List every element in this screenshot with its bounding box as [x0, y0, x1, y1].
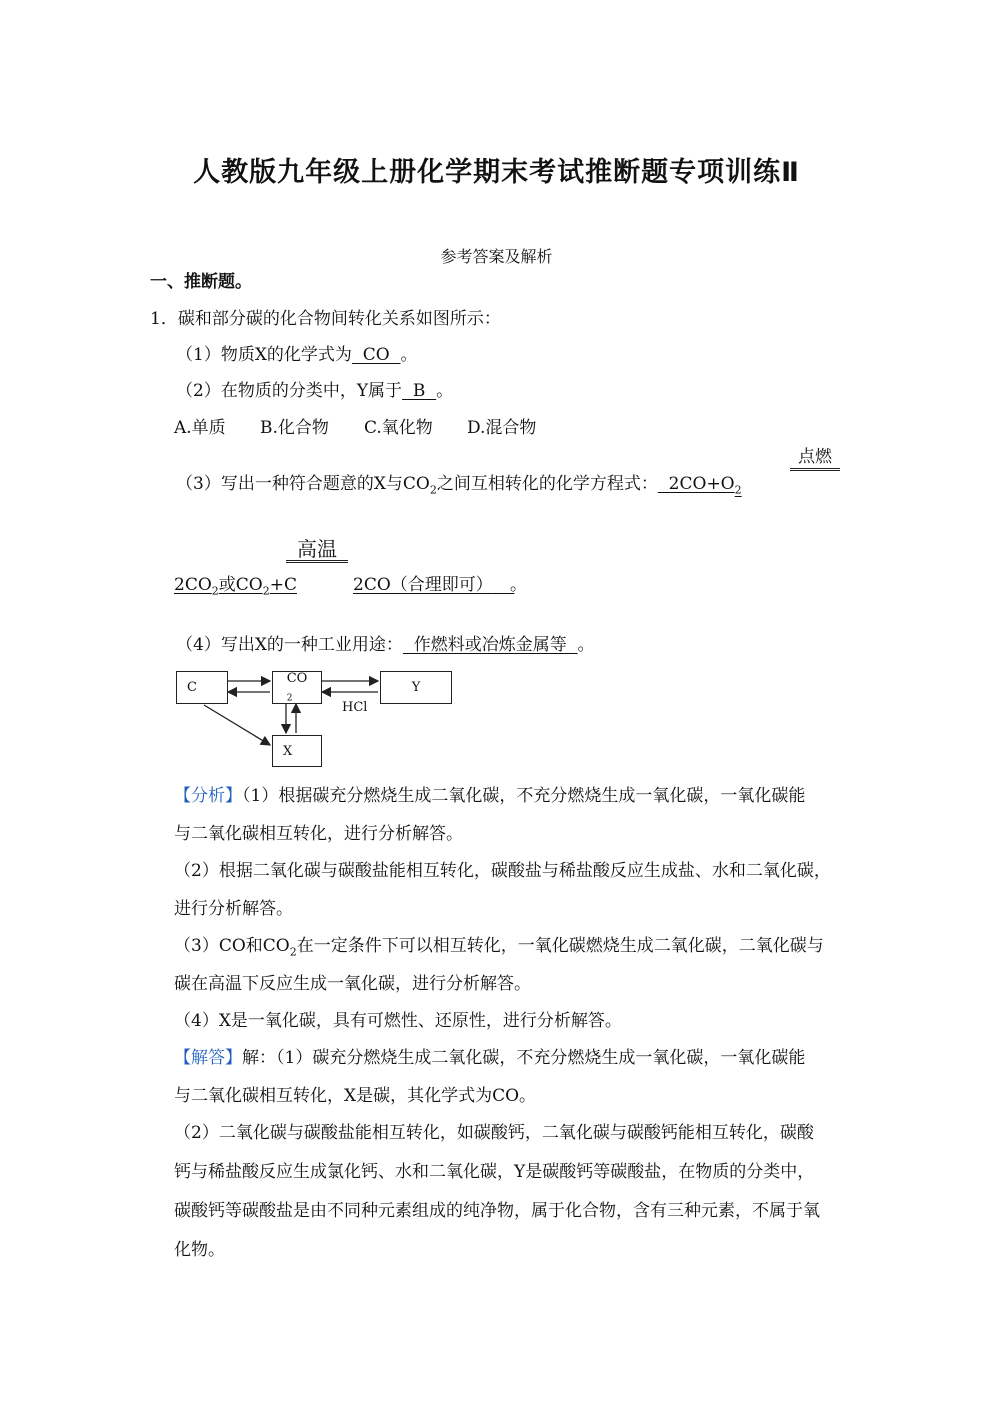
solution-line-1: 【解答】解：（1）碳充分燃烧生成二氧化碳，不充分燃烧生成一氧化碳，一氧化碳能 [174, 1048, 806, 1068]
analysis-line-3b: 碳在高温下反应生成一氧化碳，进行分析解答。 [174, 974, 531, 994]
analysis-line-4: （4）X是一氧化碳，具有可燃性、还原性，进行分析解答。 [174, 1011, 622, 1031]
option-a: A.单质 [174, 418, 226, 438]
q1-part4-answer: 作燃料或冶炼金属等 [402, 635, 578, 655]
analysis-line-2: （2）根据二氧化碳与碳酸盐能相互转化，碳酸盐与稀盐酸反应生成盐、水和二氧化碳， [174, 861, 831, 881]
condition-ignite-label: 点燃 [790, 446, 840, 471]
question-part-3-line2 [174, 574, 297, 602]
subtitle: 参考答案及解析 [440, 247, 553, 266]
q1-part1-prefix: （1）物质X的化学式为 [176, 345, 352, 365]
condition-high-temp [286, 538, 348, 563]
node-x: X [272, 735, 322, 767]
eq-2co [353, 574, 514, 596]
q1-part4-prefix: （4）写出X的一种工业用途： [176, 635, 403, 655]
solution-line-1b: 与二氧化碳相互转化，X是碳，其化学式为CO。 [174, 1086, 537, 1106]
q1-part3-answer-a-sub: 2 [734, 483, 742, 497]
label-hcl: HCl [342, 700, 368, 715]
section-heading: 一、推断题。 [150, 272, 252, 292]
node-co2: CO $_2$ [272, 671, 322, 704]
solution-line-2c: 碳酸钙等碳酸盐是由不同种元素组成的纯净物，属于化合物，含有三种元素，不属于氧 [174, 1201, 820, 1221]
q1-part2-suffix: 。 [436, 381, 454, 401]
arrow-c-to-x [204, 705, 270, 745]
condition-ignite [790, 446, 840, 471]
q1-part1-suffix: 。 [400, 345, 418, 365]
eq-2co2: $2CO_2$或$CO_2+C$ [174, 575, 297, 598]
node-y: Y [380, 671, 452, 704]
solution-tag: 【解答】 [174, 1048, 242, 1068]
q1-part3-prefix: （3）写出一种符合题意的X与CO [176, 474, 430, 494]
option-c: C.氧化物 [364, 418, 433, 438]
conversion-diagram [170, 665, 470, 775]
page-title: 人教版九年级上册化学期末考试推断题专项训练Ⅱ [193, 157, 800, 188]
solution-line-2b: 钙与稀盐酸反应生成氯化钙、水和二氧化碳，Y是碳酸钙等碳酸盐，在物质的分类中， [174, 1162, 815, 1182]
node-c: C [176, 671, 228, 704]
option-d: D.混合物 [467, 418, 537, 438]
option-b: B.化合物 [260, 418, 329, 438]
q1-part2-prefix: （2）在物质的分类中，Y属于 [176, 381, 403, 401]
analysis-line-2b: 进行分析解答。 [174, 899, 293, 919]
q1-part1-answer: CO [351, 345, 401, 365]
question-part-1 [176, 344, 417, 366]
solution-line-2d: 化物。 [174, 1240, 225, 1260]
q1-part4-suffix: 。 [577, 635, 595, 655]
question-stem: 1．碳和部分碳的化合物间转化关系如图所示： [150, 309, 501, 329]
analysis-line-1b: 与二氧化碳相互转化，进行分析解答。 [174, 824, 463, 844]
eq-2co-text: 2CO（合理即可） [353, 575, 493, 595]
analysis-line-3: （3）CO和$CO_2$在一定条件下可以相互转化，一氧化碳燃烧生成二氧化碳，二氧化碳与 [174, 936, 824, 959]
q1-part2-answer: B [402, 381, 437, 401]
analysis-line-1: 【分析】（1）根据碳充分燃烧生成二氧化碳，不充分燃烧生成一氧化碳，一氧化碳能 [174, 786, 806, 806]
solution-line-2: （2）二氧化碳与碳酸盐能相互转化，如碳酸钙，二氧化碳与碳酸钙能相互转化，碳酸 [174, 1123, 814, 1143]
question-part-2 [176, 380, 453, 402]
condition-high-temp-label: 高温 [286, 538, 348, 563]
analysis-tag: 【分析】 [174, 786, 242, 806]
question-part-4 [176, 634, 595, 656]
q1-part3-mid: 之间互相转化的化学方程式： [436, 474, 658, 494]
question-part-3 [176, 473, 742, 501]
q1-part3-answer-a: 2CO+O [657, 474, 735, 494]
q1-part3-suffix: 。 [510, 575, 527, 595]
q1-part3-sub: 2 [429, 483, 437, 497]
